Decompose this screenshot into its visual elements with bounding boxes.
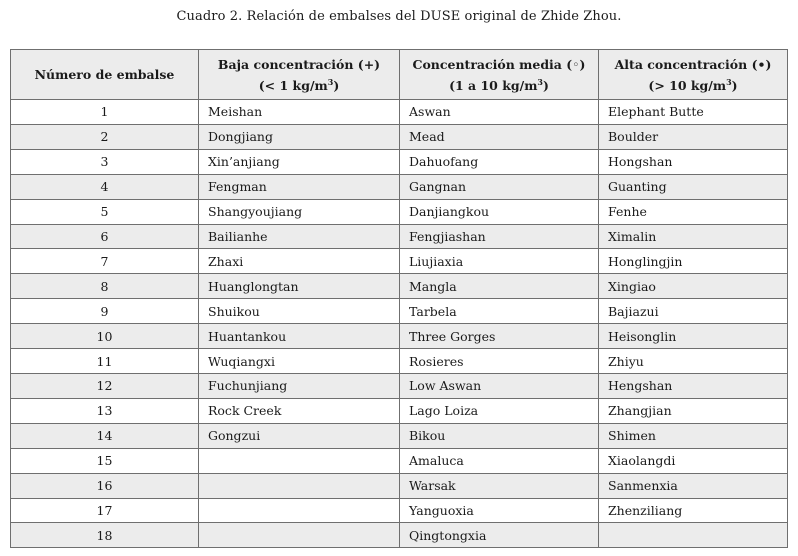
high-concentration-cell: Sanmenxia — [599, 473, 788, 498]
high-concentration-cell: Hengshan — [599, 373, 788, 398]
low-concentration-cell: Shuikou — [199, 299, 400, 324]
header-low-concentration-range: (< 1 $kg/m^3$) — [258, 76, 340, 93]
medium-concentration-cell: Mangla — [400, 274, 599, 299]
high-concentration-cell: Ximalin — [599, 224, 788, 249]
high-concentration-cell: Hongshan — [599, 149, 788, 174]
reservoir-number-cell: 11 — [11, 349, 199, 374]
table-row — [11, 224, 788, 249]
reservoir-number-cell: 15 — [11, 448, 199, 473]
reservoir-number-cell: 18 — [11, 523, 199, 548]
header-medium-concentration-range: (1 a 10 $kg/m^3$) — [449, 76, 549, 93]
high-concentration-cell: Guanting — [599, 174, 788, 199]
reservoir-number-cell: 14 — [11, 423, 199, 448]
header-row — [11, 50, 788, 100]
table-body — [11, 100, 788, 548]
low-concentration-cell: Meishan — [199, 100, 400, 125]
low-concentration-cell: Xin’anjiang — [199, 149, 400, 174]
table-row — [11, 274, 788, 299]
table-row — [11, 448, 788, 473]
reservoir-number-cell: 8 — [11, 274, 199, 299]
header-high-concentration-title: Alta concentración (•) — [614, 56, 772, 72]
reservoir-number-cell: 10 — [11, 324, 199, 349]
reservoir-number-cell: 17 — [11, 498, 199, 523]
high-concentration-cell — [599, 523, 788, 548]
high-concentration-cell: Boulder — [599, 124, 788, 149]
table-row — [11, 249, 788, 274]
table-row — [11, 373, 788, 398]
medium-concentration-cell: Tarbela — [400, 299, 599, 324]
high-concentration-cell: Xingiao — [599, 274, 788, 299]
low-concentration-cell: Rock Creek — [199, 398, 400, 423]
medium-concentration-cell: Rosieres — [400, 349, 599, 374]
reservoir-number-cell: 16 — [11, 473, 199, 498]
table-header — [11, 50, 788, 100]
reservoir-number-cell: 9 — [11, 299, 199, 324]
low-concentration-cell: Zhaxi — [199, 249, 400, 274]
table-row — [11, 149, 788, 174]
table-row — [11, 473, 788, 498]
reservoir-number-cell: 4 — [11, 174, 199, 199]
low-concentration-cell: Fengman — [199, 174, 400, 199]
reservoir-number-cell: 6 — [11, 224, 199, 249]
low-concentration-cell — [199, 473, 400, 498]
table-row — [11, 398, 788, 423]
header-high-concentration-range: (> 10 $kg/m^3$) — [648, 76, 738, 93]
medium-concentration-cell: Liujiaxia — [400, 249, 599, 274]
header-low-concentration — [199, 50, 400, 100]
reservoir-number-cell: 13 — [11, 398, 199, 423]
low-concentration-cell — [199, 498, 400, 523]
header-reservoir-number — [11, 50, 199, 100]
medium-concentration-cell: Bikou — [400, 423, 599, 448]
header-medium-concentration-title: Concentración media (◦) — [412, 56, 586, 72]
table-row — [11, 199, 788, 224]
table-row — [11, 124, 788, 149]
reservoir-number-cell: 7 — [11, 249, 199, 274]
low-concentration-cell: Bailianhe — [199, 224, 400, 249]
high-concentration-cell: Xiaolangdi — [599, 448, 788, 473]
high-concentration-cell: Elephant Butte — [599, 100, 788, 125]
medium-concentration-cell: Amaluca — [400, 448, 599, 473]
high-concentration-cell: Bajiazui — [599, 299, 788, 324]
high-concentration-cell: Heisonglin — [599, 324, 788, 349]
medium-concentration-cell: Fengjiashan — [400, 224, 599, 249]
reservoir-number-cell: 2 — [11, 124, 199, 149]
medium-concentration-cell: Qingtongxia — [400, 523, 599, 548]
table-row — [11, 299, 788, 324]
reservoir-number-cell: 1 — [11, 100, 199, 125]
medium-concentration-cell: Gangnan — [400, 174, 599, 199]
table-row — [11, 324, 788, 349]
high-concentration-cell: Zhiyu — [599, 349, 788, 374]
low-concentration-cell — [199, 448, 400, 473]
high-concentration-cell: Fenhe — [599, 199, 788, 224]
header-reservoir-number-label: Número de embalse — [34, 67, 175, 82]
table-caption: Cuadro 2. Relación de embalses del DUSE original de Zhide Zhou. — [176, 9, 622, 24]
medium-concentration-cell: Three Gorges — [400, 324, 599, 349]
reservoir-table — [10, 49, 788, 548]
medium-concentration-cell: Aswan — [400, 100, 599, 125]
medium-concentration-cell: Mead — [400, 124, 599, 149]
table-row — [11, 423, 788, 448]
medium-concentration-cell: Warsak — [400, 473, 599, 498]
medium-concentration-cell: Yanguoxia — [400, 498, 599, 523]
header-high-concentration — [599, 50, 788, 100]
table-row — [11, 100, 788, 125]
low-concentration-cell — [199, 523, 400, 548]
low-concentration-cell: Huanglongtan — [199, 274, 400, 299]
low-concentration-cell: Fuchunjiang — [199, 373, 400, 398]
low-concentration-cell: Shangyoujiang — [199, 199, 400, 224]
table-row — [11, 174, 788, 199]
header-medium-concentration — [400, 50, 599, 100]
table-row — [11, 349, 788, 374]
low-concentration-cell: Huantankou — [199, 324, 400, 349]
high-concentration-cell: Zhangjian — [599, 398, 788, 423]
low-concentration-cell: Gongzui — [199, 423, 400, 448]
reservoir-number-cell: 12 — [11, 373, 199, 398]
header-low-concentration-title: Baja concentración (+) — [217, 56, 381, 72]
low-concentration-cell: Wuqiangxi — [199, 349, 400, 374]
low-concentration-cell: Dongjiang — [199, 124, 400, 149]
medium-concentration-cell: Low Aswan — [400, 373, 599, 398]
medium-concentration-cell: Lago Loiza — [400, 398, 599, 423]
high-concentration-cell: Honglingjin — [599, 249, 788, 274]
table-row — [11, 498, 788, 523]
table-row — [11, 523, 788, 548]
medium-concentration-cell: Dahuofang — [400, 149, 599, 174]
high-concentration-cell: Zhenziliang — [599, 498, 788, 523]
reservoir-number-cell: 5 — [11, 199, 199, 224]
medium-concentration-cell: Danjiangkou — [400, 199, 599, 224]
high-concentration-cell: Shimen — [599, 423, 788, 448]
reservoir-number-cell: 3 — [11, 149, 199, 174]
